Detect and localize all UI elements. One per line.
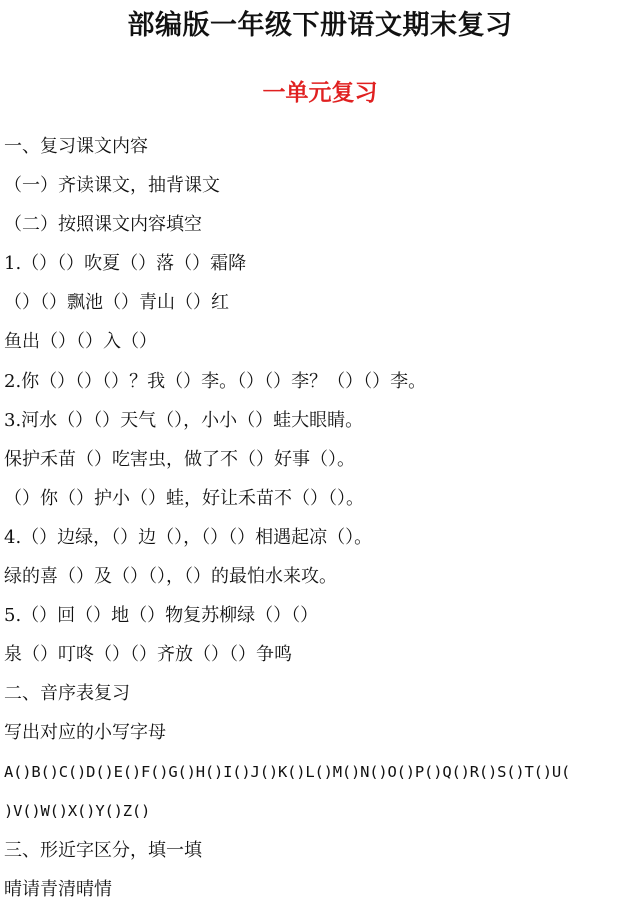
- exercise-3-line-3: （）你（）护小（）蛙，好让禾苗不（）（）。: [4, 487, 364, 509]
- alphabet-row-2: )V()W()X()Y()Z(): [4, 801, 151, 820]
- exercise-4-line-2: 绿的喜（）及（）（），（）的最怕水来攻。: [4, 566, 337, 588]
- exercise-1-line-3: 鱼出（）（）入（）: [4, 331, 157, 353]
- alphabet-instruction: 写出对应的小写字母: [4, 722, 166, 744]
- exercise-5-line-2: 泉（）叮咚（）（）齐放（）（）争鸣: [4, 644, 292, 666]
- similar-chars-list: 晴请青清晴情: [4, 878, 112, 900]
- document-title: 部编版一年级下册语文期末复习: [127, 10, 513, 41]
- subsection-read-aloud: （一）齐读课文，抽背课文: [4, 175, 220, 197]
- section-heading-review-texts: 一、复习课文内容: [4, 136, 148, 157]
- exercise-1-line-2: （）（）飘池（）青山（）红: [4, 292, 229, 314]
- exercise-1-line-1: 1.（）（）吹夏（）落（）霜降: [4, 253, 247, 275]
- exercise-4-line-1: 4.（）边绿，（）边（），（）（）相遇起凉（）。: [4, 526, 373, 548]
- section-heading-similar-chars: 三、形近字区分，填一填: [4, 839, 202, 861]
- exercise-3-line-2: 保护禾苗（）吃害虫，做了不（）好事（）。: [4, 448, 355, 470]
- alphabet-row-1: A()B()C()D()E()F()G()H()I()J()K()L()M()N()O()P()Q()R()S()T()U(: [4, 762, 571, 781]
- exercise-2-line-1: 2.你（）（）（）？我（）李。（）（）李？（）（）李。: [4, 370, 427, 392]
- exercise-3-line-1: 3.河水（）（）天气（），小小（）蛙大眼睛。: [4, 409, 364, 431]
- exercise-5-line-1: 5.（）回（）地（）物复苏柳绿（）（）: [4, 605, 319, 627]
- section-heading-alphabet: 二、音序表复习: [4, 683, 130, 705]
- subsection-fill-blanks: （二）按照课文内容填空: [4, 214, 202, 236]
- unit-subtitle: 一单元复习: [262, 80, 378, 106]
- document-body: [4, 127, 636, 909]
